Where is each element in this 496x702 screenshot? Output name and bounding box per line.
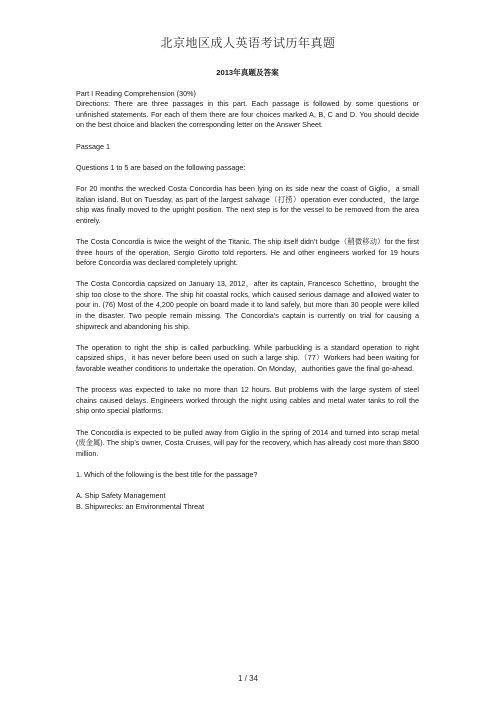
questions-intro: Questions 1 to 5 are based on the following passage: [76,162,246,172]
document-title: 2013年真题及答案 [216,68,279,77]
paragraph-6: The Concordia is expected to be pulled away from Giglio in the spring of 2014 and turned into scrap metal (废金属). The ship’s owner, Costa Cruises, will pay for the recovery, which has already cost more than $800 million. [76,427,419,458]
passage-label: Passage 1 [76,141,110,151]
option-a: A. Ship Safety Management [76,491,166,501]
paragraph-4: The operation to right the ship is called parbuckling. While parbuckling is a standard operation to right capsized ships，it has never before been used on such a large ship.（77）Workers had been waiting for favorable weather conditions to undertake the operation. On Monday，authorities gave the final go-ahead. [76,342,419,374]
part-heading: Part I Reading Comprehension (30%) [76,88,196,98]
directions: Directions: There are three passages in this part. Each passage is followed by some questions or unfinished statements. For each of them there are four choices marked A, B, C and D. You should decide on the best choice and blacken the corresponding letter on the Answer Sheet. [76,99,419,130]
paragraph-3: The Costa Concordia capsized on January 13, 2012，after its captain, Francesco Schettino，brought the ship too close to the shore. The ship hit coastal rocks, which caused serious damage and allowed water to pour in. (76) Most of the 4,200 people on board made it to land safely, but more than 30 people were killed in the disaster. Two people remain missing. The Concordia’s captain is currently on trial for causing a shipwreck and abandoning his ship. [76,279,419,331]
paragraph-5: The process was expected to take no more than 12 hours. But problems with the large system of steel chains caused delays. Engineers worked through the night using cables and metal water tanks to roll the ship onto special platforms. [76,385,419,416]
question-1: 1. Which of the following is the best title for the passage? [76,469,258,479]
paragraph-1: For 20 months the wrecked Costa Concordia has been lying on its side near the coast of Giglio，a small Italian island. But on Tuesday, as part of the largest salvage（打捞）operation ever conducted，the large ship was finally moved to the upright position. The next step is for the vessel to be removed from the area entirely. [76,183,419,225]
option-b: B. Shipwrecks: an Environmental Threat [76,501,205,511]
page-number: 1 / 34 [237,674,258,683]
paragraph-2: The Costa Concordia is twice the weight of the Titanic. The ship itself didn’t budge（稍微移动）for the first three hours of the operation, Sergio Girotto told reporters. He and other engineers worked for 19 hours before Concordia was declared completely upright. [76,236,419,268]
page-header: 北京地区成人英语考试历年真题 [160,36,336,50]
document-body [76,68,419,512]
